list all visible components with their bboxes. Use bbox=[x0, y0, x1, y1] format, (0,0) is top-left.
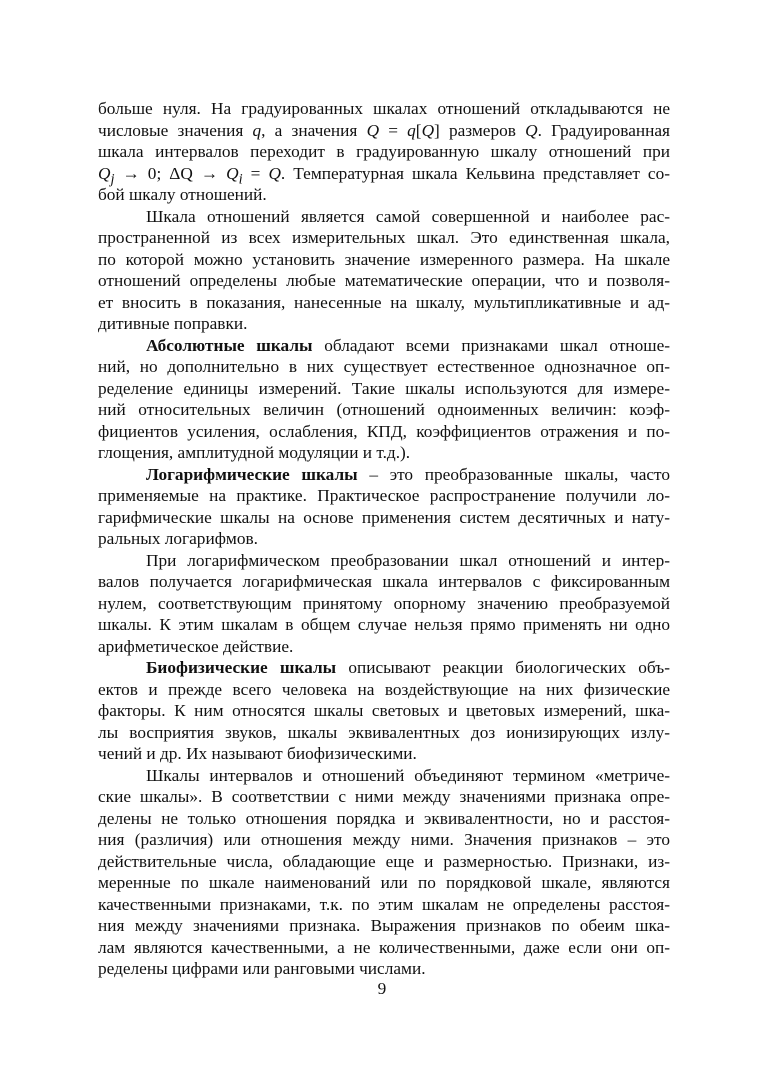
text-line: действительные числа, обладающие еще и размерностью. Признаки, из- bbox=[98, 851, 670, 871]
text-line: факторы. К ним относятся шкалы световых и цветовых измерений, шка- bbox=[98, 701, 670, 720]
term-absolute-scales: Абсолютные шкалы bbox=[146, 335, 313, 355]
text-line: ральных логарифмов. bbox=[98, 529, 258, 548]
text-line: ет вносить в показания, нанесенные на шкалу, мультипликативные и ад- bbox=[98, 292, 670, 312]
text-line: числовые значения q, а значения Q = q[Q] размеров Q. Градуированная bbox=[98, 120, 670, 140]
text-line: применяемые на практике. Практическое распространение получили ло- bbox=[98, 486, 670, 505]
text-line: фициентов усиления, ослабления, КПД, коэффициентов отражения и по- bbox=[98, 421, 670, 441]
text-line: шкала интервалов переходит в градуированную шкалу отношений при bbox=[98, 142, 670, 161]
term-biophysical-scales: Биофизические шкалы bbox=[146, 658, 337, 677]
paragraph-first-line: Шкалы интервалов и отношений объединяют термином «метриче- bbox=[146, 765, 670, 785]
text-line: глощения, амплитудной модуляции и т.д.). bbox=[98, 443, 411, 462]
text-line: ские шкалы». В соответствии с ними между значениями признака опре- bbox=[98, 787, 670, 806]
text-line: $Q_j \to 0$; $\Delta Q \to Q_i = Q$. Температурная шкала Кельвина представляет со- bbox=[98, 163, 670, 187]
text-line: ния (различия) или отношения между ними. Значения признаков – это bbox=[98, 830, 670, 849]
text-line: ний относительных величин (отношений одноименных величин: коэф- bbox=[98, 400, 670, 419]
text-line: по которой можно установить значение измеренного размера. На шкале bbox=[98, 249, 670, 269]
text-line: арифметическое действие. bbox=[98, 636, 294, 656]
text-line: делены не только отношения порядка и эквивалентности, но и расстоя- bbox=[98, 808, 670, 828]
text-line: ределены цифрами или ранговыми числами. bbox=[98, 959, 426, 978]
text-line: больше нуля. На градуированных шкалах отношений откладываются не bbox=[98, 99, 670, 118]
text-line: качественными признаками, т.к. по этим шкалам не определены расстоя- bbox=[98, 894, 670, 914]
text-line: пространенной из всех измерительных шкал. Это единственная шкала, bbox=[98, 228, 670, 247]
page-number: 9 bbox=[377, 979, 387, 998]
text-line: меренные по шкале наименований или по порядковой шкале, являются bbox=[98, 873, 670, 892]
document-page bbox=[98, 98, 670, 980]
text-line: ния между значениями признака. Выражения признаков по обеим шка- bbox=[98, 916, 670, 935]
text-line: чений и др. Их называют биофизическими. bbox=[98, 744, 417, 763]
paragraph-first-line: Биофизические шкалы описывают реакции биологических объ- bbox=[146, 658, 670, 677]
text-line: нулем, соответствующим принятому опорному значению преобразуемой bbox=[98, 593, 670, 613]
text-line: ределение единицы измерений. Такие шкалы используются для измере- bbox=[98, 378, 670, 398]
text-line: ектов и прежде всего человека на воздействующие на них физические bbox=[98, 679, 670, 699]
paragraph-first-line: Абсолютные шкалы обладают всеми признаками шкал отноше- bbox=[146, 335, 670, 355]
text-line: лам являются качественными, а не количественными, даже если они оп- bbox=[98, 937, 670, 957]
text-line: лы восприятия звуков, шкалы эквивалентных доз ионизирующих излу- bbox=[98, 722, 670, 742]
paragraph-first-line: Логарифмические шкалы – это преобразованные шкалы, часто bbox=[146, 464, 670, 484]
text-line: валов получается логарифмическая шкала интервалов с фиксированным bbox=[98, 572, 670, 591]
text-line: отношений определены любые математические операции, что и позволя- bbox=[98, 271, 670, 290]
text-line: ний, но дополнительно в них существует естественное однозначное оп- bbox=[98, 357, 670, 376]
text-line: бой шкалу отношений. bbox=[98, 185, 267, 204]
text-line: шкалы. К этим шкалам в общем случае нельзя прямо применять ни одно bbox=[98, 615, 670, 634]
term-logarithmic-scales: Логарифмические шкалы bbox=[146, 464, 358, 484]
text-line: дитивные поправки. bbox=[98, 314, 248, 333]
text-line: гарифмические шкалы на основе применения систем десятичных и нату- bbox=[98, 507, 670, 527]
paragraph-first-line: Шкала отношений является самой совершенной и наиболее рас- bbox=[146, 206, 670, 226]
paragraph-first-line: При логарифмическом преобразовании шкал отношений и интер- bbox=[146, 550, 670, 570]
